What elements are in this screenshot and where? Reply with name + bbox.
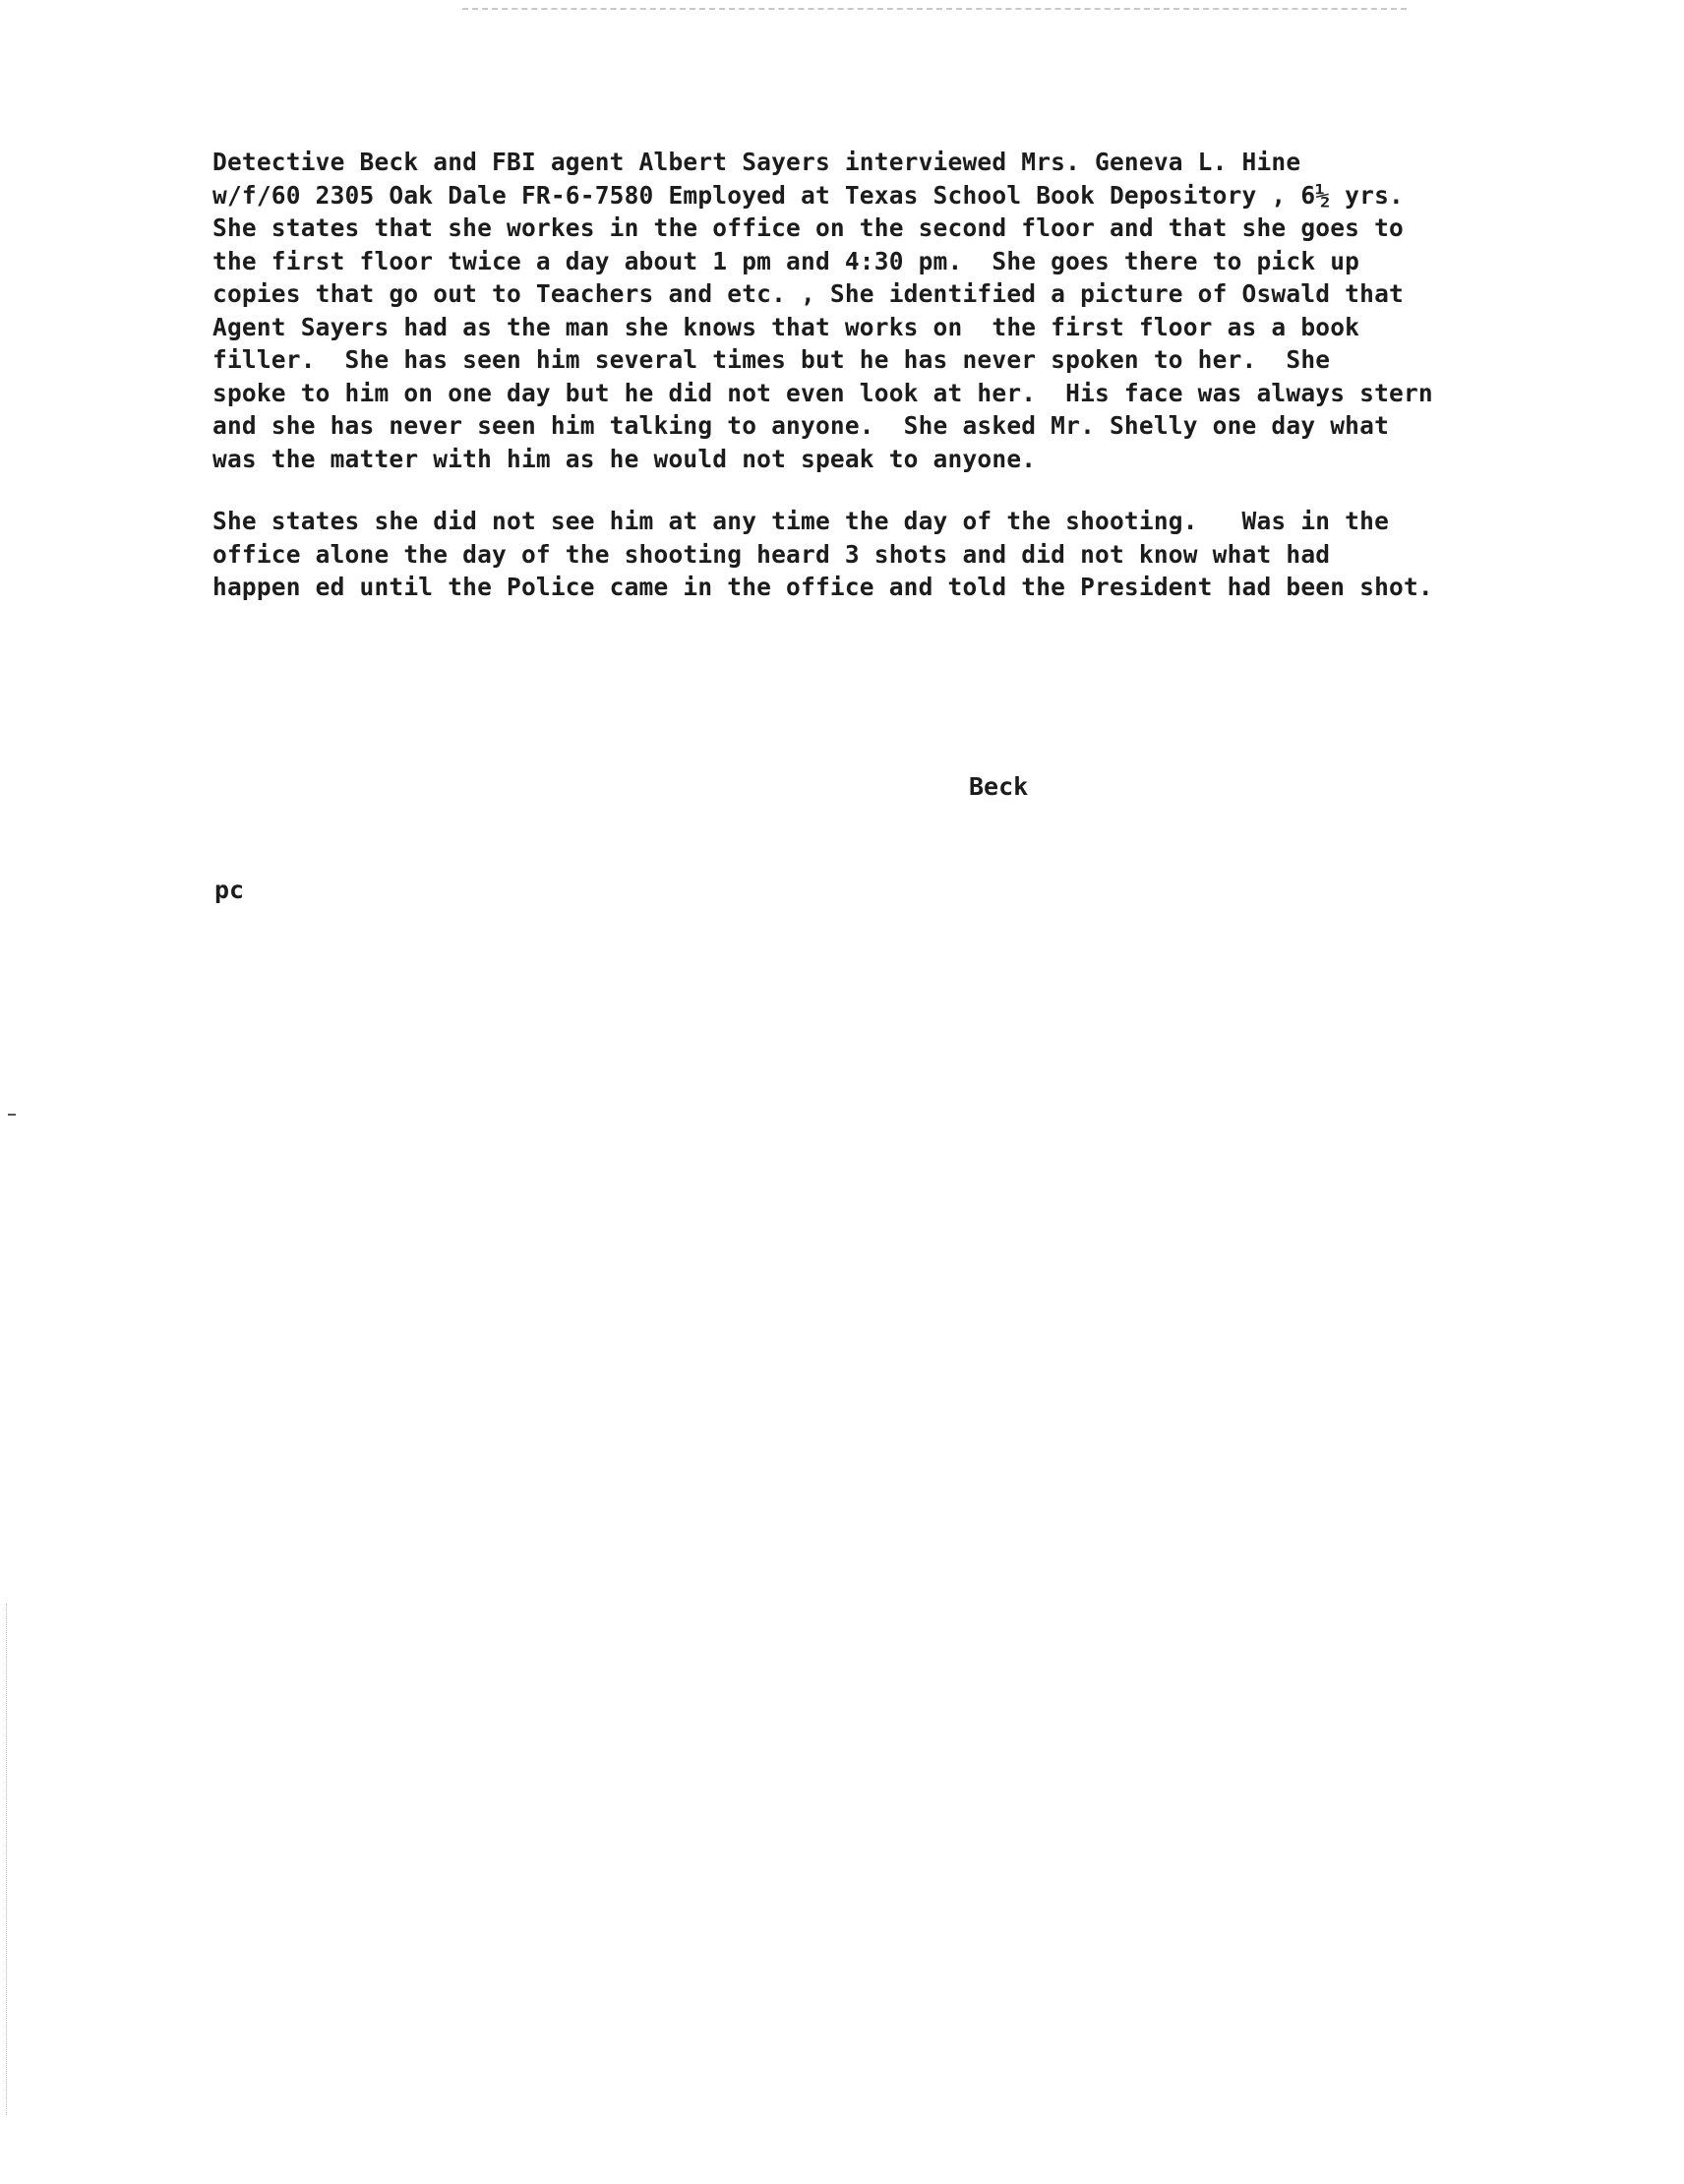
text-line: spoke to him on one day but he did not even look at her. His face was always stern <box>212 378 1433 407</box>
interview-report-body <box>212 146 1599 604</box>
text-line: copies that go out to Teachers and etc. , She identified a picture of Oswald that <box>212 279 1404 308</box>
text-line: filler. She has seen him several times but he has never spoken to her. She <box>212 345 1331 374</box>
text-line: Detective Beck and FBI agent Albert Sayers interviewed Mrs. Geneva L. Hine <box>212 148 1301 176</box>
text-line: was the matter with him as he would not speak to anyone. <box>212 444 1037 473</box>
scan-artifact-left-edge <box>6 1604 7 2115</box>
text-line: the first floor twice a day about 1 pm and 4:30 pm. She goes there to pick up <box>212 246 1360 275</box>
text-line: office alone the day of the shooting heard 3 shots and did not know what had <box>212 539 1331 569</box>
text-line: happen ed until the Police came in the office and told the President had been shot. <box>212 573 1433 601</box>
typist-initials: pc <box>214 876 245 904</box>
text-line: She states she did not see him at any time the day of the shooting. Was in the <box>212 507 1390 535</box>
scan-artifact-left-tick <box>8 1114 16 1116</box>
signature-name: Beck <box>969 772 1029 801</box>
paragraph-day-of-shooting <box>212 505 1599 604</box>
text-line: Agent Sayers had as the man she knows that works on the first floor as a book <box>212 312 1360 341</box>
paragraph-spacer <box>212 475 1599 505</box>
scan-artifact-top-line <box>462 8 1407 10</box>
paragraph-interview-summary <box>212 146 1599 475</box>
text-line: w/f/60 2305 Oak Dale FR-6-7580 Employed at Texas School Book Depository , 6½ yrs. <box>212 180 1404 210</box>
text-line: She states that she workes in the office on the second floor and that she goes to <box>212 213 1404 242</box>
text-line: and she has never seen him talking to anyone. She asked Mr. Shelly one day what <box>212 411 1390 440</box>
